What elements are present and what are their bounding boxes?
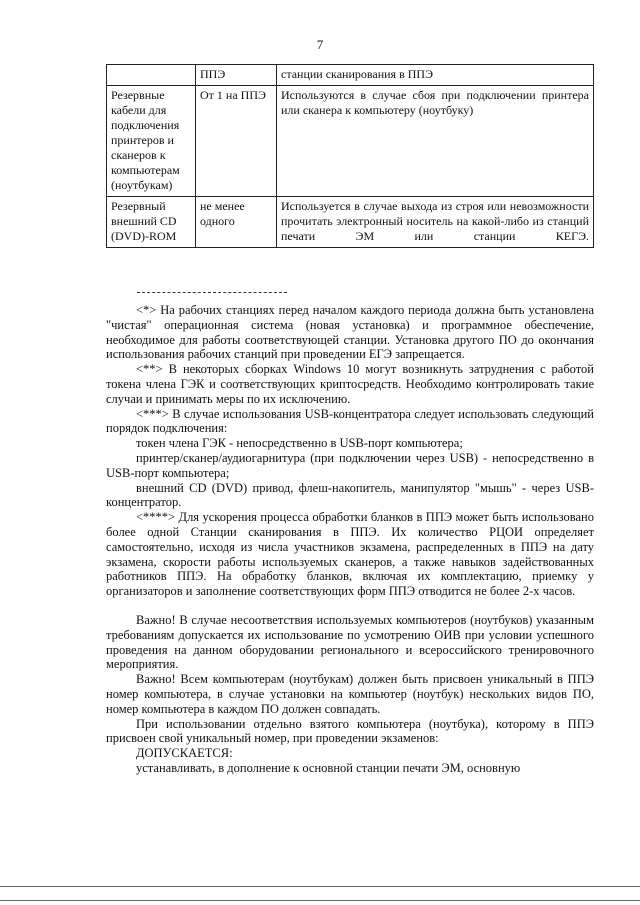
footnote-3-item: внешний CD (DVD) привод, флеш-накопитель, манипулятор "мышь" - через USB-концентратор. <box>106 480 594 510</box>
table-cell-item: Резервные кабели для подключения принтеров и сканеров к компьютерам (ноутбукам) <box>107 86 196 197</box>
footnote-2: <**> В некоторых сборках Windows 10 могут возникнуть затруднения с работой токена члена ГЭК и соответствующих криптосредств. Необходимо контролировать такие случаи и принимать меры по их исключению. <box>106 362 594 406</box>
table-row <box>107 65 594 86</box>
page-bottom-rule <box>0 900 640 901</box>
footnote-3-item: токен члена ГЭК - непосредственно в USB-порт компьютера; <box>136 436 463 451</box>
page-bottom-rule <box>0 886 640 887</box>
table-row <box>107 86 594 197</box>
table-cell-item <box>107 65 196 86</box>
footnote-separator <box>137 292 287 293</box>
table-cell-note: станции сканирования в ППЭ <box>277 65 594 86</box>
footnote-3: <***> В случае использования USB-концентратора следует использовать следующий порядок подключения: <box>106 406 594 436</box>
footnote-3-item: принтер/сканер/аудиогарнитура (при подключении через USB) - непосредственно в USB-порт компьютера; <box>106 450 594 480</box>
allowed-item: устанавливать, в дополнение к основной станции печати ЭМ, основную <box>136 760 521 775</box>
usage-note: При использовании отдельно взятого компьютера (ноутбука), которому в ППЭ присвоен свой уникальный номер, при проведении экзаменов: <box>106 716 594 746</box>
document-body <box>106 303 594 776</box>
footnote-1: <*> На рабочих станциях перед началом каждого периода должна быть установлена "чистая" операционная система (новая установка) и программное обеспечение, необходимое для работы соответствующей станции. Установка другого ПО до окончания использования рабочих станций при проведении ЕГЭ запрещается. <box>106 303 594 362</box>
table-cell-quantity: ППЭ <box>196 65 277 86</box>
table-cell-note: Используется в случае выхода из строя или невозможности прочитать электронный носитель на какой-либо из станций печати ЭМ или станции КЕГЭ. <box>277 197 594 248</box>
page-number: 7 <box>316 37 324 52</box>
table-cell-quantity: не менее одного <box>196 197 277 248</box>
table-cell-quantity: От 1 на ППЭ <box>196 86 277 197</box>
important-note-1: Важно! В случае несоответствия используемых компьютеров (ноутбуков) указанным требованиям допускается их использование по усмотрению ОИВ при условии успешного проведения на данном оборудовании регионального и всероссийского тренировочного мероприятия. <box>106 612 594 672</box>
requirements-table <box>106 64 594 248</box>
allowed-heading: ДОПУСКАЕТСЯ: <box>136 746 233 761</box>
table-row <box>107 197 594 248</box>
important-note-2: Важно! Всем компьютерам (ноутбукам) должен быть присвоен уникальный в ППЭ номер компьютера, в случае установки на компьютер (ноутбук) нескольких видов ПО, номер компьютера в каждом ПО должен совпадать. <box>106 672 594 716</box>
footnote-4: <****> Для ускорения процесса обработки бланков в ППЭ может быть использовано более одной Станции сканирования в ППЭ. Их количество РЦОИ определяет самостоятельно, исходя из числа участников экзамена, распределенных в ППЭ на дату экзамена, скорости работы используемых сканеров, а также навыков задействованных работников ППЭ. На обработку бланков, включая их комплектацию, приемку у организаторов и заполнение соответствующих форм ППЭ отводится не более 2-х часов. <box>106 510 594 599</box>
table-cell-item: Резервный внешний CD (DVD)-ROM <box>107 197 196 248</box>
table-cell-note: Используются в случае сбоя при подключении принтера или сканера к компьютеру (ноутбуку) <box>277 86 594 197</box>
